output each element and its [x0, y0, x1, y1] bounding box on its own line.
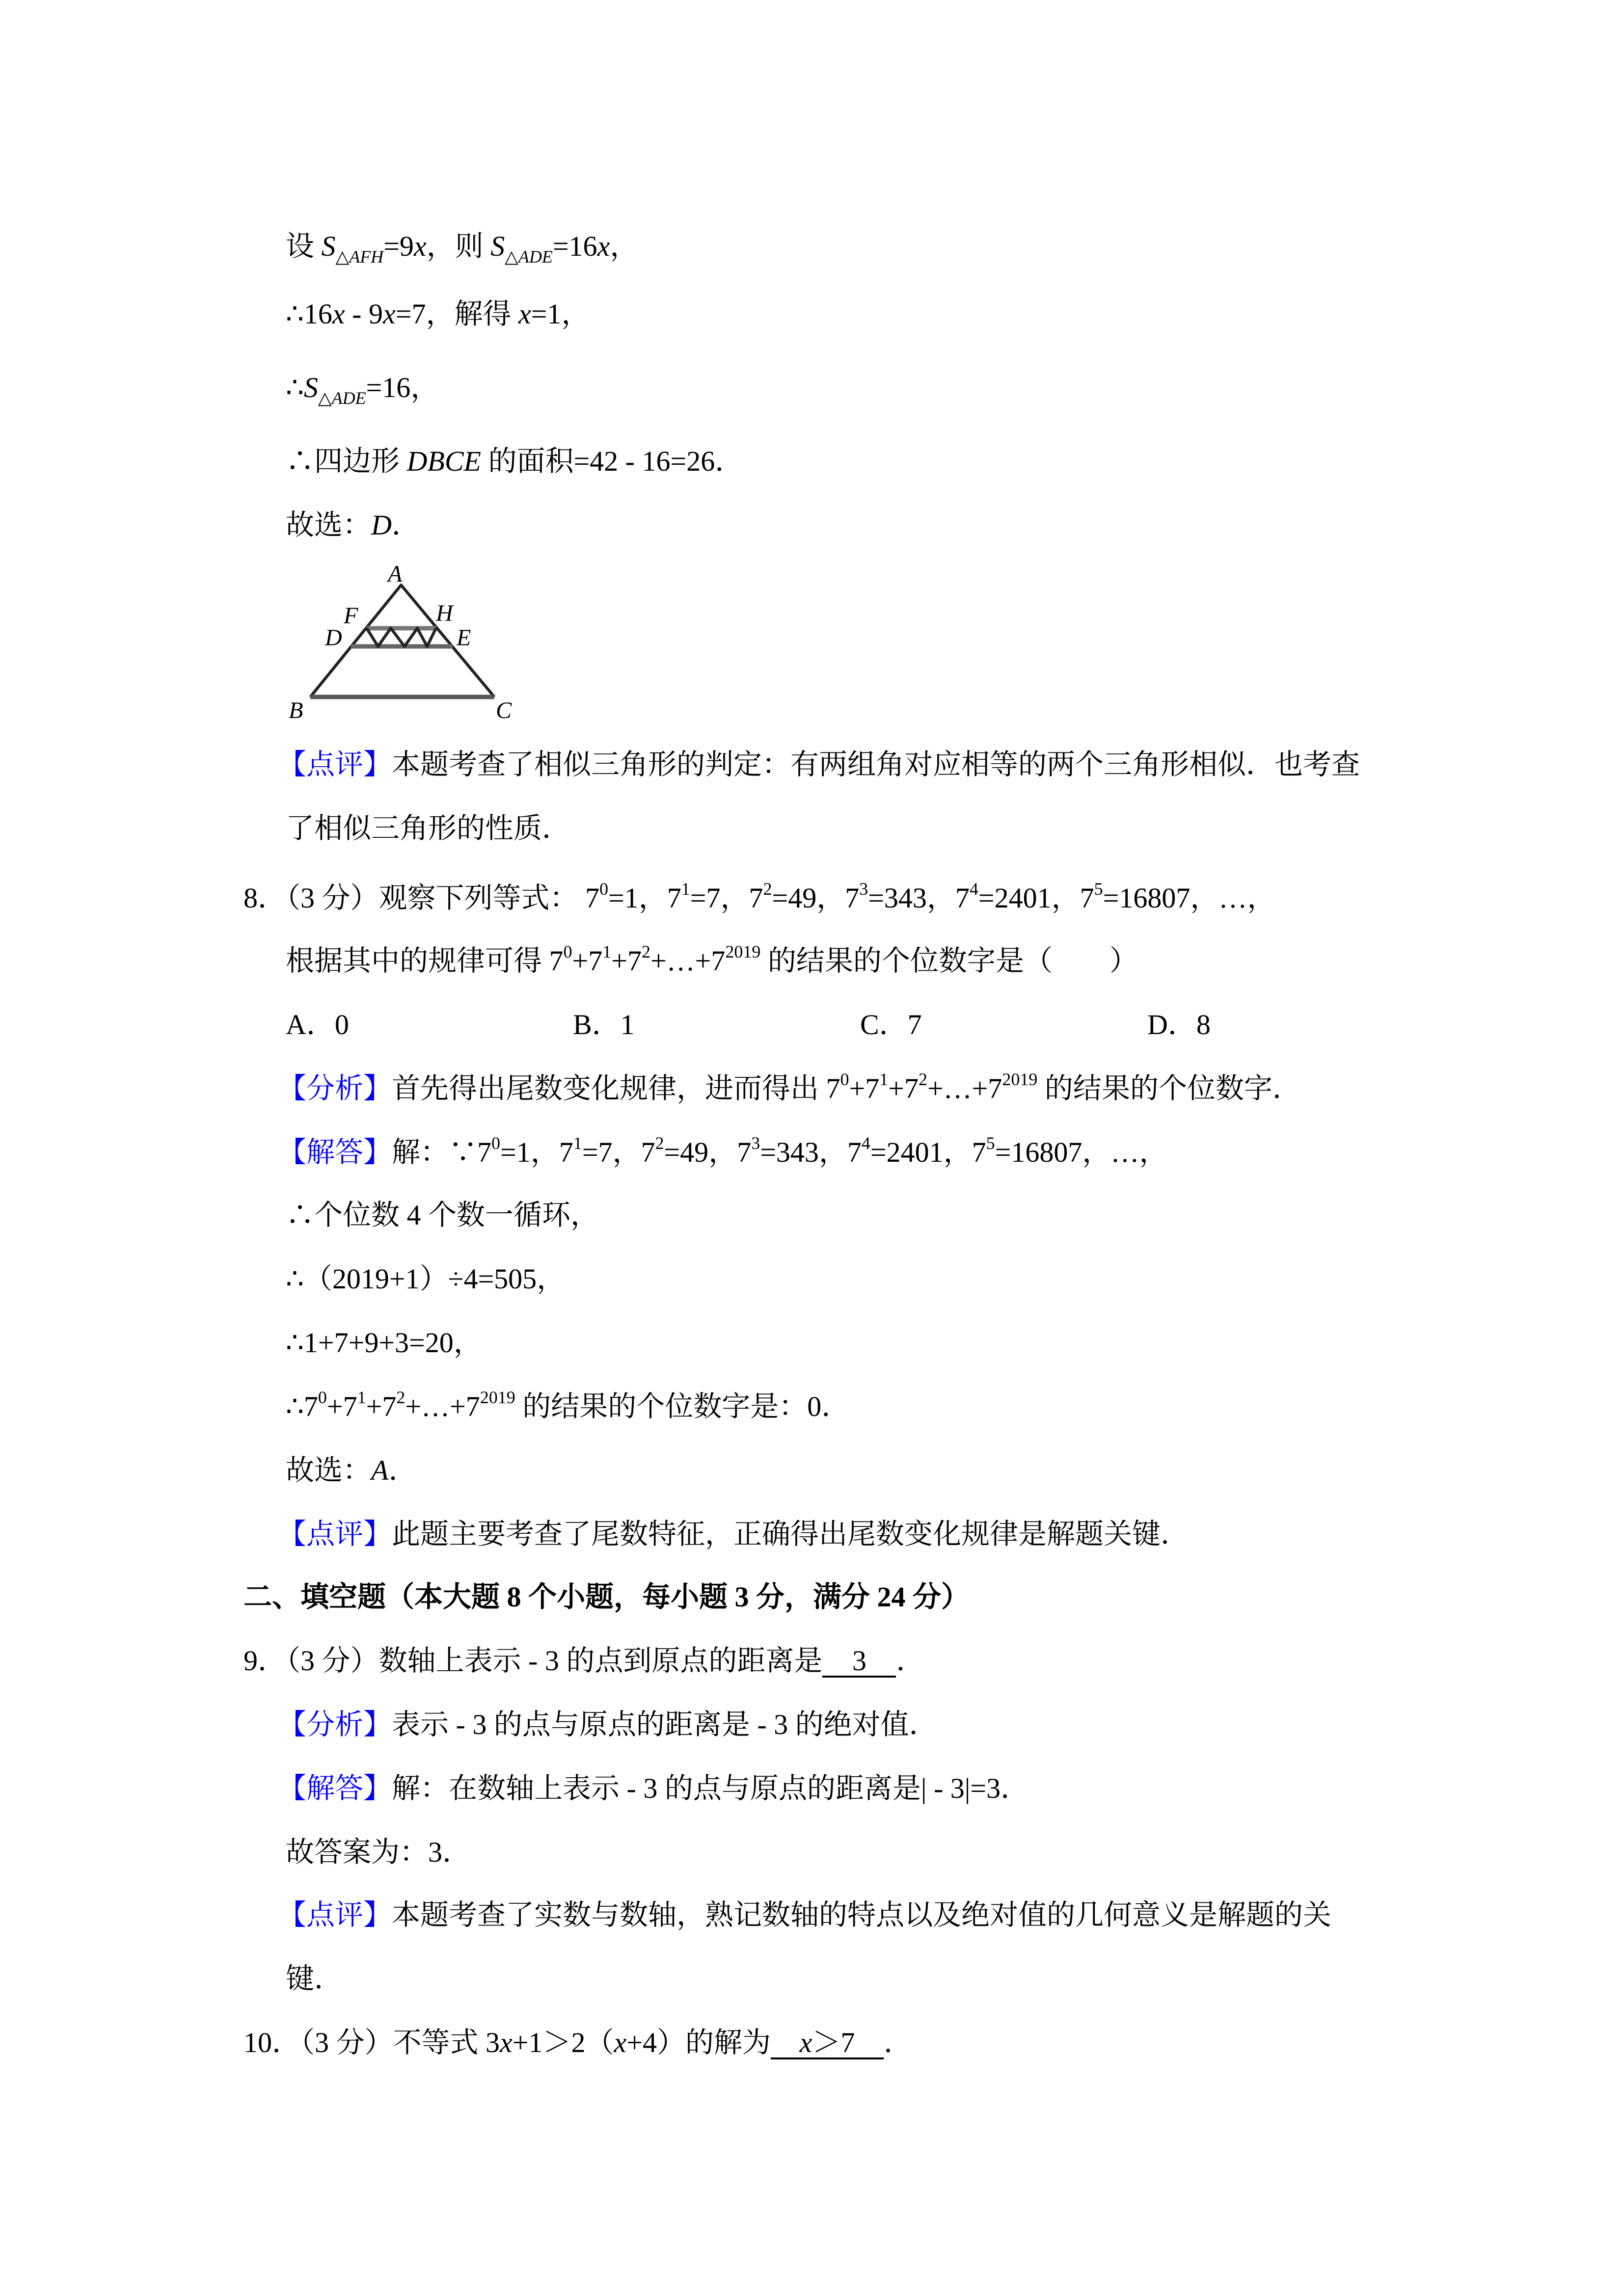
option-a: A．0 — [286, 1009, 349, 1041]
text: ∴ — [286, 372, 304, 403]
label-H: H — [436, 600, 453, 626]
sum-expression: $7^0+7^1+7^2+\dots+7^{2019}$ — [549, 942, 761, 977]
text: =16 — [552, 230, 597, 262]
text: =9 — [383, 230, 414, 262]
text: ， — [610, 230, 639, 262]
answer-tag: 【解答】 — [278, 1772, 392, 1804]
text: 本题考查了实数与数轴，熟记数轴的特点以及绝对值的几何意义是解题的关 — [392, 1899, 1332, 1931]
text: =16， — [366, 372, 439, 403]
text: 的结果的个位数字是（ ） — [760, 945, 1138, 977]
math-var: S — [321, 230, 336, 262]
sum-expression: $7^0+7^1+7^2+\dots+7^{2019}$ — [303, 1388, 515, 1422]
q8-comment — [278, 1515, 1189, 1554]
q8-step-2: ∴（2019+1）÷4=505， — [286, 1263, 566, 1295]
answer-letter: D — [371, 509, 392, 541]
q8-conclusion — [286, 1387, 850, 1426]
answer-tag: 【解答】 — [278, 1136, 392, 1168]
text: 设 — [286, 230, 322, 262]
answer-blank: x＞7 — [771, 2028, 884, 2059]
math-var: x — [597, 230, 610, 262]
label-E: E — [457, 625, 471, 651]
math-var: x — [500, 2027, 513, 2058]
q9-result: 故答案为：3． — [286, 1836, 471, 1868]
text: 此题主要考查了尾数特征，正确得出尾数变化规律是解题关键． — [392, 1518, 1190, 1550]
label-C: C — [496, 697, 512, 723]
text: 故选： — [286, 509, 372, 541]
q7-step-1 — [286, 227, 638, 276]
label-A: A — [388, 562, 403, 587]
math-var: x — [614, 2027, 627, 2058]
math-subscript: △ADE — [505, 247, 553, 267]
comment-tag: 【点评】 — [278, 748, 392, 780]
text: 解：∵ — [392, 1136, 478, 1168]
q8-eq-4: $7^4=2401$， — [955, 879, 1080, 914]
q8-step-3: ∴1+7+9+3=20， — [286, 1327, 482, 1359]
q7-step-3 — [286, 368, 439, 418]
q8-eq-1: $7^1=7$， — [667, 879, 749, 914]
q7-step-4 — [286, 442, 743, 481]
text: ∴16 — [286, 298, 332, 330]
analysis-tag: 【分析】 — [278, 1072, 392, 1104]
q9-stem — [244, 1641, 924, 1681]
question-score: （3 分） — [286, 1645, 379, 1677]
analysis-tag: 【分析】 — [278, 1709, 392, 1740]
section-heading: 二、填空题（本大题 8 个小题，每小题 3 分，满分 24 分） — [244, 1581, 970, 1613]
q8-options — [286, 1005, 1435, 1044]
question-number: 10． — [244, 2027, 301, 2058]
option-d: D．8 — [1147, 1009, 1211, 1041]
text: +1＞2（ — [512, 2027, 614, 2058]
label-B: B — [289, 697, 303, 723]
q8-eq-3: $7^3=343$， — [845, 879, 955, 914]
math-var: S — [303, 372, 318, 403]
text: 表示 - 3 的点与原点的距离是 - 3 的绝对值． — [392, 1709, 938, 1740]
text: 故选： — [286, 1454, 372, 1486]
question-score: （3 分） — [300, 2027, 393, 2058]
q7-comment-cont — [286, 809, 570, 848]
q8-stem — [244, 879, 1275, 918]
question-score: （3 分） — [286, 882, 379, 914]
text: ，则 — [426, 230, 491, 262]
math-subscript: △ADE — [318, 388, 366, 408]
q8-answer: 【解答】解：$\because 7^0=1$，$7^1=7$，$7^2=49$，$7^3=343$，$7^4=2401$，$7^5=16807$，…， — [278, 1133, 1168, 1168]
text: 解：在数轴上表示 - 3 的点与原点的距离是| - 3|=3． — [392, 1772, 1029, 1804]
text: 数轴上表示 - 3 的点到原点的距离是 — [379, 1645, 823, 1677]
text: 观察下列等式： — [379, 882, 578, 914]
comment-tag: 【点评】 — [278, 1518, 392, 1550]
text: +4）的解为 — [626, 2027, 771, 2058]
text: 的面积=42 - 16=26． — [481, 445, 744, 477]
math-var: x — [332, 298, 345, 330]
q9-comment-cont: 键． — [286, 1963, 343, 1995]
text: 不等式 3 — [393, 2027, 500, 2058]
math-subscript: △AFH — [335, 247, 384, 267]
text: ． — [388, 1454, 417, 1486]
q7-step-2 — [286, 294, 590, 334]
q7-choice — [286, 506, 420, 545]
q9-comment — [278, 1896, 1331, 1935]
text: - 9 — [345, 298, 383, 330]
sum-expression: $7^0+7^1+7^2+\dots+7^{2019}$ — [826, 1069, 1038, 1104]
math-var: DBCE — [406, 445, 481, 477]
text: 根据其中的规律可得 — [286, 945, 549, 977]
text: ． — [883, 2027, 912, 2058]
text: 首先得出尾数变化规律，进而得出 — [392, 1072, 826, 1104]
text: ∴ — [286, 1390, 304, 1422]
text: ． — [896, 1645, 925, 1677]
q8-eq-5: $7^5=16807$，…， — [1080, 879, 1276, 914]
option-c: C．7 — [860, 1009, 922, 1041]
math-var: x — [413, 230, 427, 262]
question-number: 9． — [244, 1645, 287, 1677]
q10-stem — [244, 2023, 912, 2062]
option-b: B．1 — [573, 1009, 635, 1041]
text: 本题考查了相似三角形的判定：有两组角对应相等的两个三角形相似．也考查 — [392, 748, 1360, 780]
answer-letter: A — [371, 1454, 389, 1486]
q8-eq-2: $7^2=49$， — [749, 879, 845, 914]
comment-tag: 【点评】 — [278, 1899, 392, 1931]
text: 的结果的个位数字． — [1037, 1072, 1301, 1104]
math-var: x — [518, 298, 531, 330]
q8-stem-line2 — [286, 941, 1138, 981]
q9-answer — [278, 1769, 1029, 1808]
math-var: x — [382, 298, 396, 330]
question-number: 8． — [244, 882, 287, 914]
q8-step-1: ∴个位数 4 个数一循环， — [286, 1199, 599, 1231]
label-F: F — [344, 603, 358, 629]
math-var: S — [490, 230, 505, 262]
text: =7，解得 — [395, 298, 518, 330]
label-D: D — [325, 625, 342, 651]
text: 了相似三角形的性质． — [286, 812, 571, 844]
q8-choice — [286, 1451, 417, 1490]
triangle-figure — [280, 562, 525, 731]
q9-analysis — [278, 1705, 938, 1744]
q8-analysis — [278, 1069, 1301, 1108]
triangle-diagram-icon — [280, 562, 525, 731]
text: ． — [391, 509, 420, 541]
q7-comment — [278, 745, 1360, 784]
q8-eq-0: $7^0=1$， — [585, 879, 667, 914]
text: ∴四边形 — [286, 445, 407, 477]
answer-blank: 3 — [822, 1646, 896, 1678]
text: 的结果的个位数字是：0． — [515, 1390, 850, 1422]
text: =1， — [531, 298, 590, 330]
